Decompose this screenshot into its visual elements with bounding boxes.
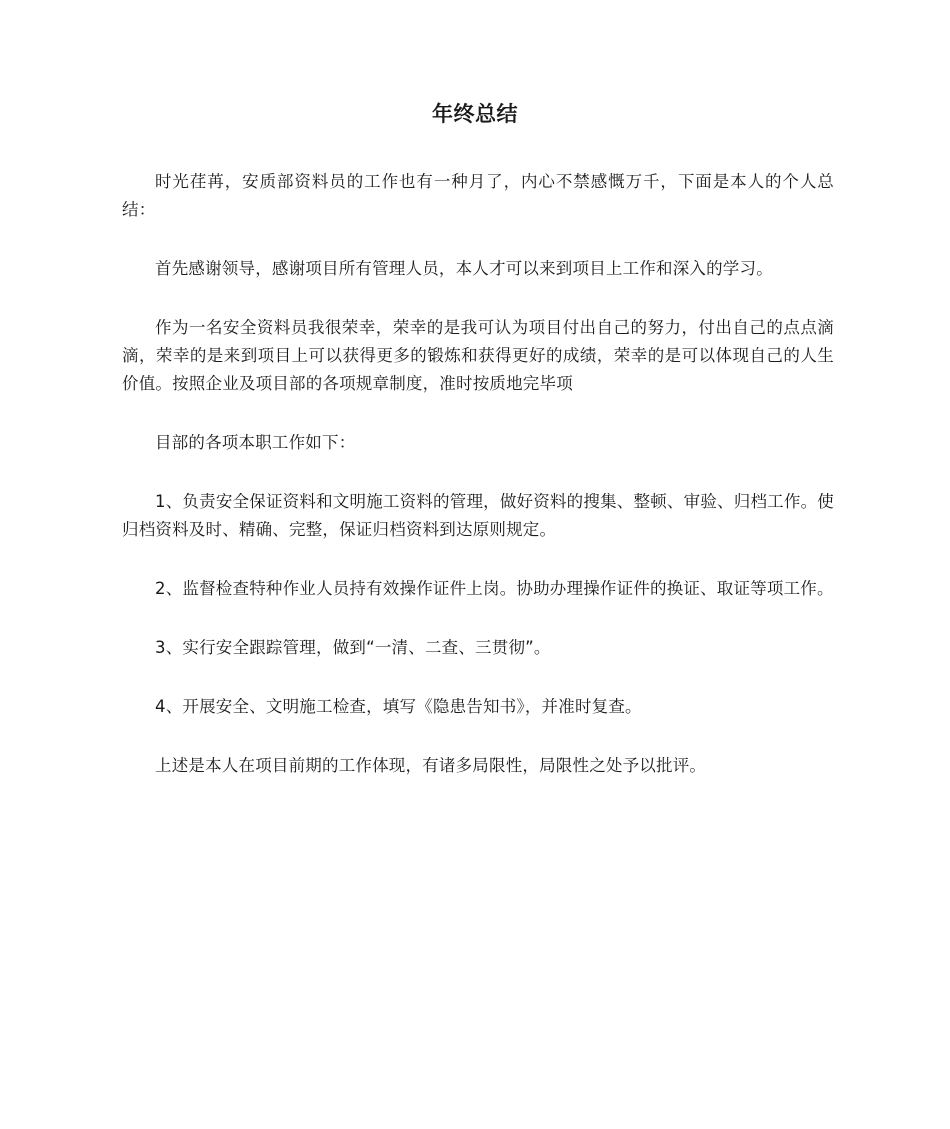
paragraph-duty-4: 4、开展安全、文明施工检查，填写《隐患告知书》，并准时复查。: [155, 697, 642, 716]
document-body: [122, 168, 834, 811]
paragraph-duty-1: 1、负责安全保证资料和文明施工资料的管理，做好资料的搜集、整顿、审验、归档工作。使归档资料及时、精确、完整，保证归档资料到达原则规定。: [122, 492, 834, 539]
paragraph-conclusion: 上述是本人在项目前期的工作体现，有诸多局限性，局限性之处予以批评。: [155, 756, 707, 775]
paragraph-duties-heading: 目部的各项本职工作如下：: [155, 433, 356, 452]
document-title: 年终总结: [432, 102, 518, 126]
paragraph-duty-2: 2、监督检查特种作业人员持有效操作证件上岗。协助办理操作证件的换证、取证等项工作。: [155, 579, 834, 598]
paragraph-honor: 作为一名安全资料员我很荣幸，荣幸的是我可认为项目付出自己的努力，付出自己的点点滴滴，荣幸的是来到项目上可以获得更多的锻炼和获得更好的成绩，荣幸的是可以体现自己的人生价值。按照企业及项目部的各项规章制度，准时按质地完毕项: [122, 318, 834, 393]
paragraph-thanks: 首先感谢领导，感谢项目所有管理人员，本人才可以来到项目上工作和深入的学习。: [155, 259, 773, 278]
paragraph-duty-3: 3、实行安全跟踪管理，做到“一清、二查、三贯彻”。: [155, 638, 551, 657]
paragraph-intro: 时光荏苒，安质部资料员的工作也有一种月了，内心不禁感慨万千，下面是本人的个人总结：: [122, 172, 834, 219]
